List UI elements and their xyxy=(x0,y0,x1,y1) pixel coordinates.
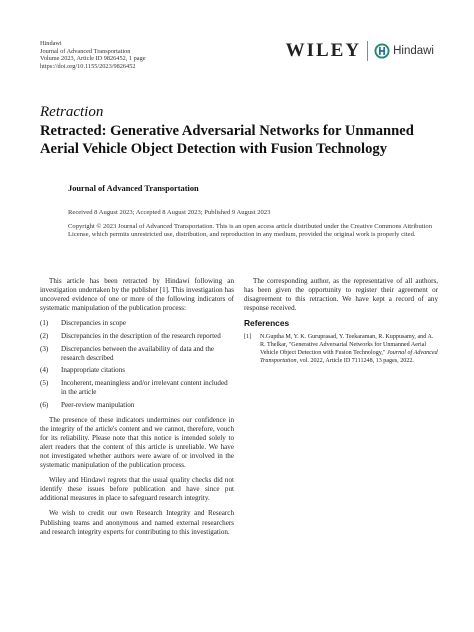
list-text: Peer-review manipulation xyxy=(61,400,135,409)
wiley-logo: WILEY xyxy=(285,40,362,61)
author-paragraph: The corresponding author, as the representative of all authors, has been given the opportunity to register their agreement or disagreement to this retraction. We have kept a record of any response received. xyxy=(244,277,438,313)
list-text: Discrepancies between the availability of data and the research described xyxy=(61,344,215,362)
doi-link[interactable]: https://doi.org/10.1155/2023/9826452 xyxy=(40,62,136,70)
list-item xyxy=(40,379,234,397)
list-text: Incoherent, meaningless and/or irrelevant content included in the article xyxy=(61,378,228,396)
references-heading: References xyxy=(244,318,290,329)
reference-item xyxy=(244,334,438,366)
article-title: Retracted: Generative Adversarial Networks for Unmanned Aerial Vehicle Object Detection with Fusion Technology xyxy=(40,123,414,157)
list-text: Inappropriate citations xyxy=(61,366,126,375)
list-item xyxy=(40,401,234,410)
list-number: (2) xyxy=(40,331,49,340)
article-type: Retraction xyxy=(40,104,104,120)
list-number: (6) xyxy=(40,400,49,409)
reference-number: [1] xyxy=(244,334,252,341)
list-number: (5) xyxy=(40,378,49,387)
logo-divider xyxy=(367,41,368,61)
publication-dates: Received 8 August 2023; Accepted 8 August 2023; Published 9 August 2023 xyxy=(68,209,271,216)
body-column-left xyxy=(40,277,234,543)
publisher-logos xyxy=(286,40,434,62)
reference-journal: Journal of Advanced Transportation xyxy=(260,350,438,365)
presence-paragraph: The presence of these indicators undermines our confidence in the integrity of the article's content and we cannot, therefore, vouch for its reliability. Please note that this notice is intended solely to alert readers that the content of this article is unreliable. We have not investigated whether authors were aware of or involved in the systematic manipulation of the publication process. xyxy=(40,415,234,470)
list-number: (4) xyxy=(40,366,49,375)
reference-text-before: N.Guptha M, Y. K. Guruprasad, Y. Teekaraman, R. Kuppusamy, and A. R. Thelkar, "Generative Adversarial Networks for Unmanned Aerial Vehicle Object Detection with Fusion Technology," xyxy=(260,334,434,357)
regret-paragraph: Wiley and Hindawi regrets that the usual quality checks did not identify these issues before publication and have since put additional measures in place to safeguard research integrity. xyxy=(40,476,234,503)
publisher-name: Hindawi xyxy=(40,40,62,47)
list-number: (3) xyxy=(40,344,49,353)
list-number: (1) xyxy=(40,319,49,328)
list-item xyxy=(40,366,234,375)
list-item xyxy=(40,345,234,363)
list-text: Discrepancies in scope xyxy=(61,319,127,328)
journal-title: Journal of Advanced Transportation xyxy=(68,184,199,193)
list-item xyxy=(40,332,234,341)
list-text: Discrepancies in the description of the research reported xyxy=(61,331,221,340)
journal-header xyxy=(40,40,146,70)
credit-paragraph: We wish to credit our own Research Integrity and Research Publishing teams and anonymous and named external researchers and research integrity experts for contributing to this investigation. xyxy=(40,509,234,536)
indicator-list xyxy=(40,319,234,409)
list-item xyxy=(40,319,234,328)
volume-info: Volume 2023, Article ID 9826452, 1 page xyxy=(40,55,146,63)
hindawi-logo-text: Hindawi xyxy=(393,45,434,57)
body-column-right xyxy=(244,277,438,366)
copyright-notice: Copyright © 2023 Journal of Advanced Transportation. This is an open access article distributed under the Creative Commons Attribution License, which permits unrestricted use, distribution, and reproduction in any medium, provided the original work is properly cited. xyxy=(68,223,433,239)
reference-text-after: , vol. 2022, Article ID 7111248, 13 pages, 2022. xyxy=(296,358,414,365)
hindawi-logo-icon xyxy=(374,43,390,59)
journal-name: Journal of Advanced Transportation xyxy=(40,47,131,55)
intro-paragraph: This article has been retracted by Hindawi following an investigation undertaken by the publisher [1]. This investigation has uncovered evidence of one or more of the following indicators of systematic manipulation of the publication process: xyxy=(40,277,234,313)
